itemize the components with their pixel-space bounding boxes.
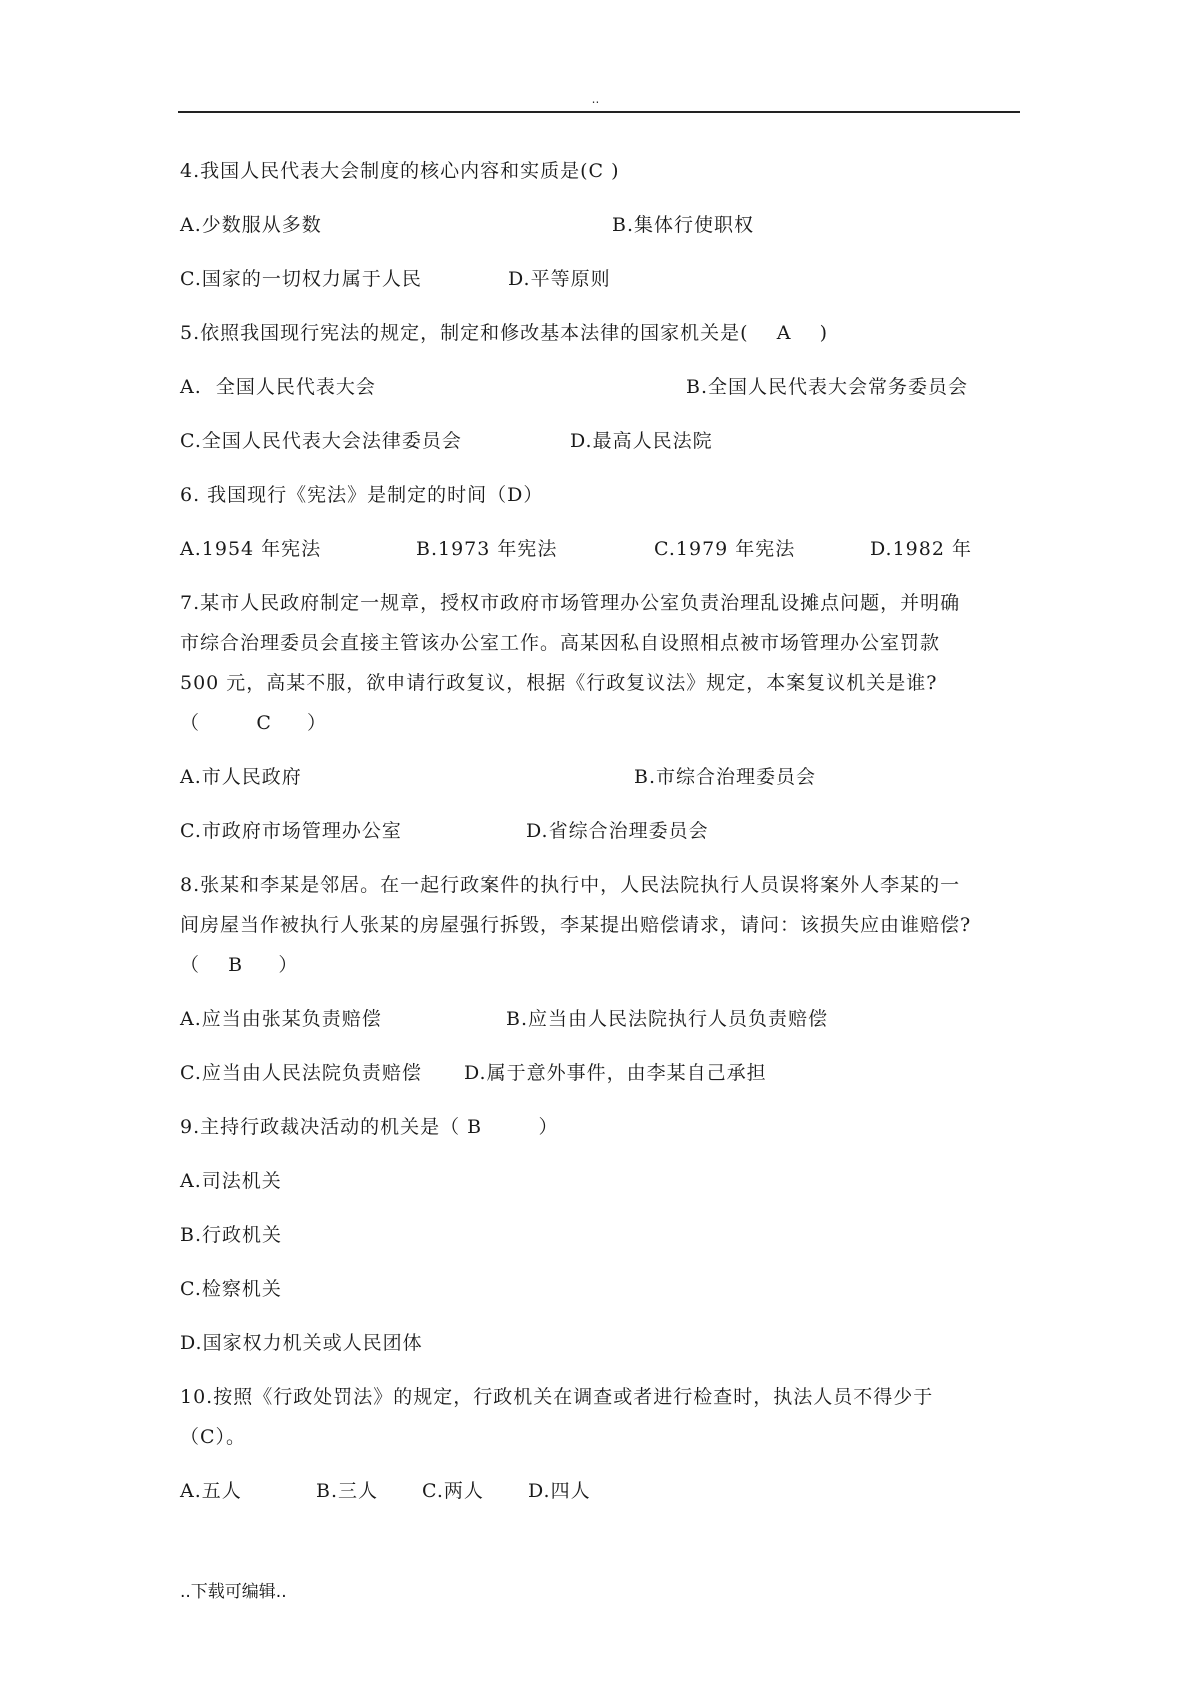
question-8-stem-line-1: 8.张某和李某是邻居。在一起行政案件的执行中，人民法院执行人员误将案外人李某的一 — [180, 874, 961, 896]
question-4-stem: 4.我国人民代表大会制度的核心内容和实质是(C ) — [180, 160, 620, 182]
question-7-stem-line-3: 500 元，高某不服，欲申请行政复议，根据《行政复议法》规定，本案复议机关是谁? — [180, 672, 938, 694]
question-10-option-a: A.五人 — [180, 1480, 242, 1502]
question-6-option-c: C.1979 年宪法 — [654, 538, 796, 560]
question-9-option-a: A.司法机关 — [180, 1170, 282, 1192]
question-6-option-d: D.1982 年 — [870, 538, 972, 560]
question-8-answer-blank: （ B ） — [180, 954, 299, 976]
question-10-option-c: C.两人 — [422, 1480, 484, 1502]
question-10-option-b: B.三人 — [316, 1480, 379, 1502]
question-8-option-c: C.应当由人民法院负责赔偿 — [180, 1062, 422, 1084]
question-4-option-c: C.国家的一切权力属于人民 — [180, 268, 422, 290]
question-5-option-b: B.全国人民代表大会常务委员会 — [686, 376, 969, 398]
question-6-option-a: A.1954 年宪法 — [180, 538, 322, 560]
question-7-answer-blank: （ C ） — [180, 712, 328, 734]
question-6-stem: 6. 我国现行《宪法》是制定的时间（D） — [180, 484, 544, 506]
question-7-option-d: D.省综合治理委员会 — [526, 820, 709, 842]
question-5-option-c: C.全国人民代表大会法律委员会 — [180, 430, 462, 452]
question-4-option-b: B.集体行使职权 — [612, 214, 755, 236]
question-9-stem: 9.主持行政裁决活动的机关是（ B ） — [180, 1116, 559, 1138]
footer-text: ..下载可编辑.. — [180, 1582, 287, 1602]
question-8-option-d: D.属于意外事件，由李某自己承担 — [464, 1062, 767, 1084]
question-7-stem-line-1: 7.某市人民政府制定一规章，授权市政府市场管理办公室负责治理乱设摊点问题，并明确 — [180, 592, 961, 614]
question-5-option-a: A. 全国人民代表大会 — [180, 376, 376, 398]
question-9-option-b: B.行政机关 — [180, 1224, 283, 1246]
question-9-option-d: D.国家权力机关或人民团体 — [180, 1332, 423, 1354]
question-10-stem-line-2: （C）。 — [180, 1426, 247, 1448]
question-4-option-a: A.少数服从多数 — [180, 214, 322, 236]
question-8-stem-line-2: 间房屋当作被执行人张某的房屋强行拆毁，李某提出赔偿请求，请问：该损失应由谁赔偿? — [180, 914, 972, 936]
question-7-stem-line-2: 市综合治理委员会直接主管该办公室工作。高某因私自设照相点被市场管理办公室罚款 — [180, 632, 941, 654]
question-10-option-d: D.四人 — [528, 1480, 591, 1502]
question-7-option-b: B.市综合治理委员会 — [634, 766, 817, 788]
header-rule — [178, 111, 1020, 113]
question-10-stem-line-1: 10.按照《行政处罚法》的规定，行政机关在调查或者进行检查时，执法人员不得少于 — [180, 1386, 934, 1408]
question-8-option-a: A.应当由张某负责赔偿 — [180, 1008, 382, 1030]
question-5-option-d: D.最高人民法院 — [570, 430, 713, 452]
header-dots: .. — [591, 92, 600, 106]
question-7-option-c: C.市政府市场管理办公室 — [180, 820, 402, 842]
question-6-option-b: B.1973 年宪法 — [416, 538, 558, 560]
question-5-stem: 5.依照我国现行宪法的规定，制定和修改基本法律的国家机关是( A ) — [180, 322, 828, 344]
question-7-option-a: A.市人民政府 — [180, 766, 302, 788]
question-9-option-c: C.检察机关 — [180, 1278, 282, 1300]
question-8-option-b: B.应当由人民法院执行人员负责赔偿 — [506, 1008, 829, 1030]
question-4-option-d: D.平等原则 — [508, 268, 611, 290]
